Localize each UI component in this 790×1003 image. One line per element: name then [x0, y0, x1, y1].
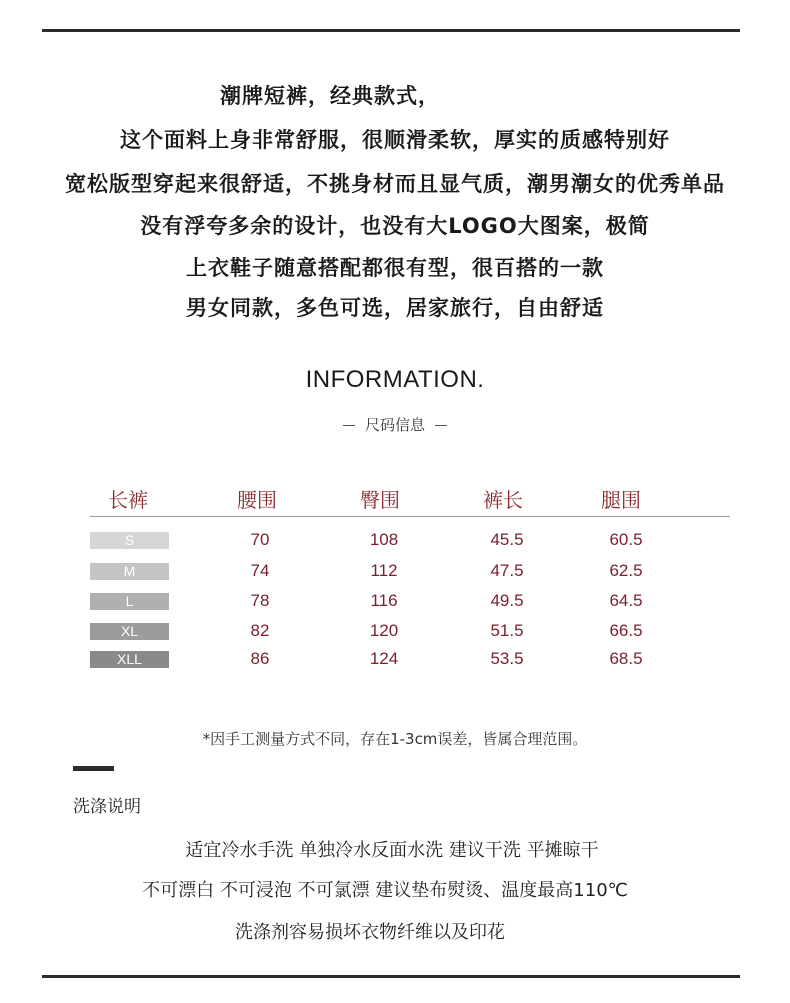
cell-hip: 120 [369, 621, 399, 640]
cell-length: 53.5 [490, 649, 524, 668]
cell-hip: 116 [370, 591, 398, 610]
intro-line: 上衣鞋子随意搭配都很有型，很百搭的一款 [186, 256, 604, 280]
size-table-header [0, 484, 790, 512]
cell-waist: 82 [250, 621, 270, 640]
cell-leg: 62.5 [609, 561, 643, 580]
cell-waist: 78 [250, 591, 270, 610]
table-row [0, 591, 790, 615]
intro-line: 这个面料上身非常舒服，很顺滑柔软，厚实的质感特别好 [120, 128, 670, 152]
cell-hip: 112 [370, 561, 398, 580]
intro-line: 没有浮夸多余的设计，也没有大LOGO大图案，极简 [140, 214, 650, 238]
dash-right [435, 425, 447, 426]
info-subtitle [0, 414, 790, 435]
table-row [0, 649, 790, 673]
intro-line: 宽松版型穿起来很舒适，不挑身材而且显气质，潮男潮女的优秀单品 [65, 172, 725, 196]
cell-hip: 108 [369, 530, 399, 549]
cell-length: 51.5 [490, 621, 524, 640]
wash-title: 洗涤说明 [73, 797, 141, 817]
dash-left [343, 425, 355, 426]
wash-line: 适宜冷水手洗 单独冷水反面水洗 建议干洗 平摊晾干 [185, 840, 599, 861]
cell-waist: 86 [250, 649, 270, 668]
wash-section-bar [73, 766, 114, 771]
size-badge: S [90, 532, 169, 549]
table-divider [90, 516, 730, 517]
header-leg: 腿围 [601, 488, 641, 512]
table-row [0, 621, 790, 645]
top-divider [42, 29, 740, 32]
info-title: INFORMATION. [305, 366, 485, 393]
cell-leg: 68.5 [609, 649, 643, 668]
cell-length: 47.5 [490, 561, 524, 580]
cell-leg: 60.5 [609, 530, 643, 549]
wash-line: 不可漂白 不可浸泡 不可氯漂 建议垫布熨烫、温度最高110℃ [142, 880, 628, 901]
header-pants: 长裤 [108, 488, 148, 512]
cell-hip: 124 [369, 649, 399, 668]
wash-line: 洗涤剂容易损坏衣物纤维以及印花 [235, 922, 505, 943]
header-length: 裤长 [483, 488, 523, 512]
size-badge: XL [90, 623, 169, 640]
cell-length: 45.5 [490, 530, 524, 549]
header-waist: 腰围 [237, 488, 277, 512]
cell-waist: 70 [250, 530, 270, 549]
intro-line: 男女同款，多色可选，居家旅行，自由舒适 [186, 296, 604, 320]
size-badge: XLL [90, 651, 169, 668]
table-row [0, 561, 790, 585]
measurement-note: *因手工测量方式不同，存在1-3cm误差，皆属合理范围。 [202, 730, 588, 748]
intro-line: 潮牌短裤，经典款式， [220, 84, 440, 108]
bottom-divider [42, 975, 740, 978]
table-row [0, 530, 790, 554]
cell-leg: 66.5 [609, 621, 643, 640]
header-hip: 臀围 [360, 488, 400, 512]
cell-waist: 74 [250, 561, 270, 580]
info-subtitle-text: 尺码信息 [364, 416, 425, 434]
size-badge: M [90, 563, 169, 580]
cell-leg: 64.5 [609, 591, 643, 610]
size-badge: L [90, 593, 169, 610]
cell-length: 49.5 [490, 591, 524, 610]
